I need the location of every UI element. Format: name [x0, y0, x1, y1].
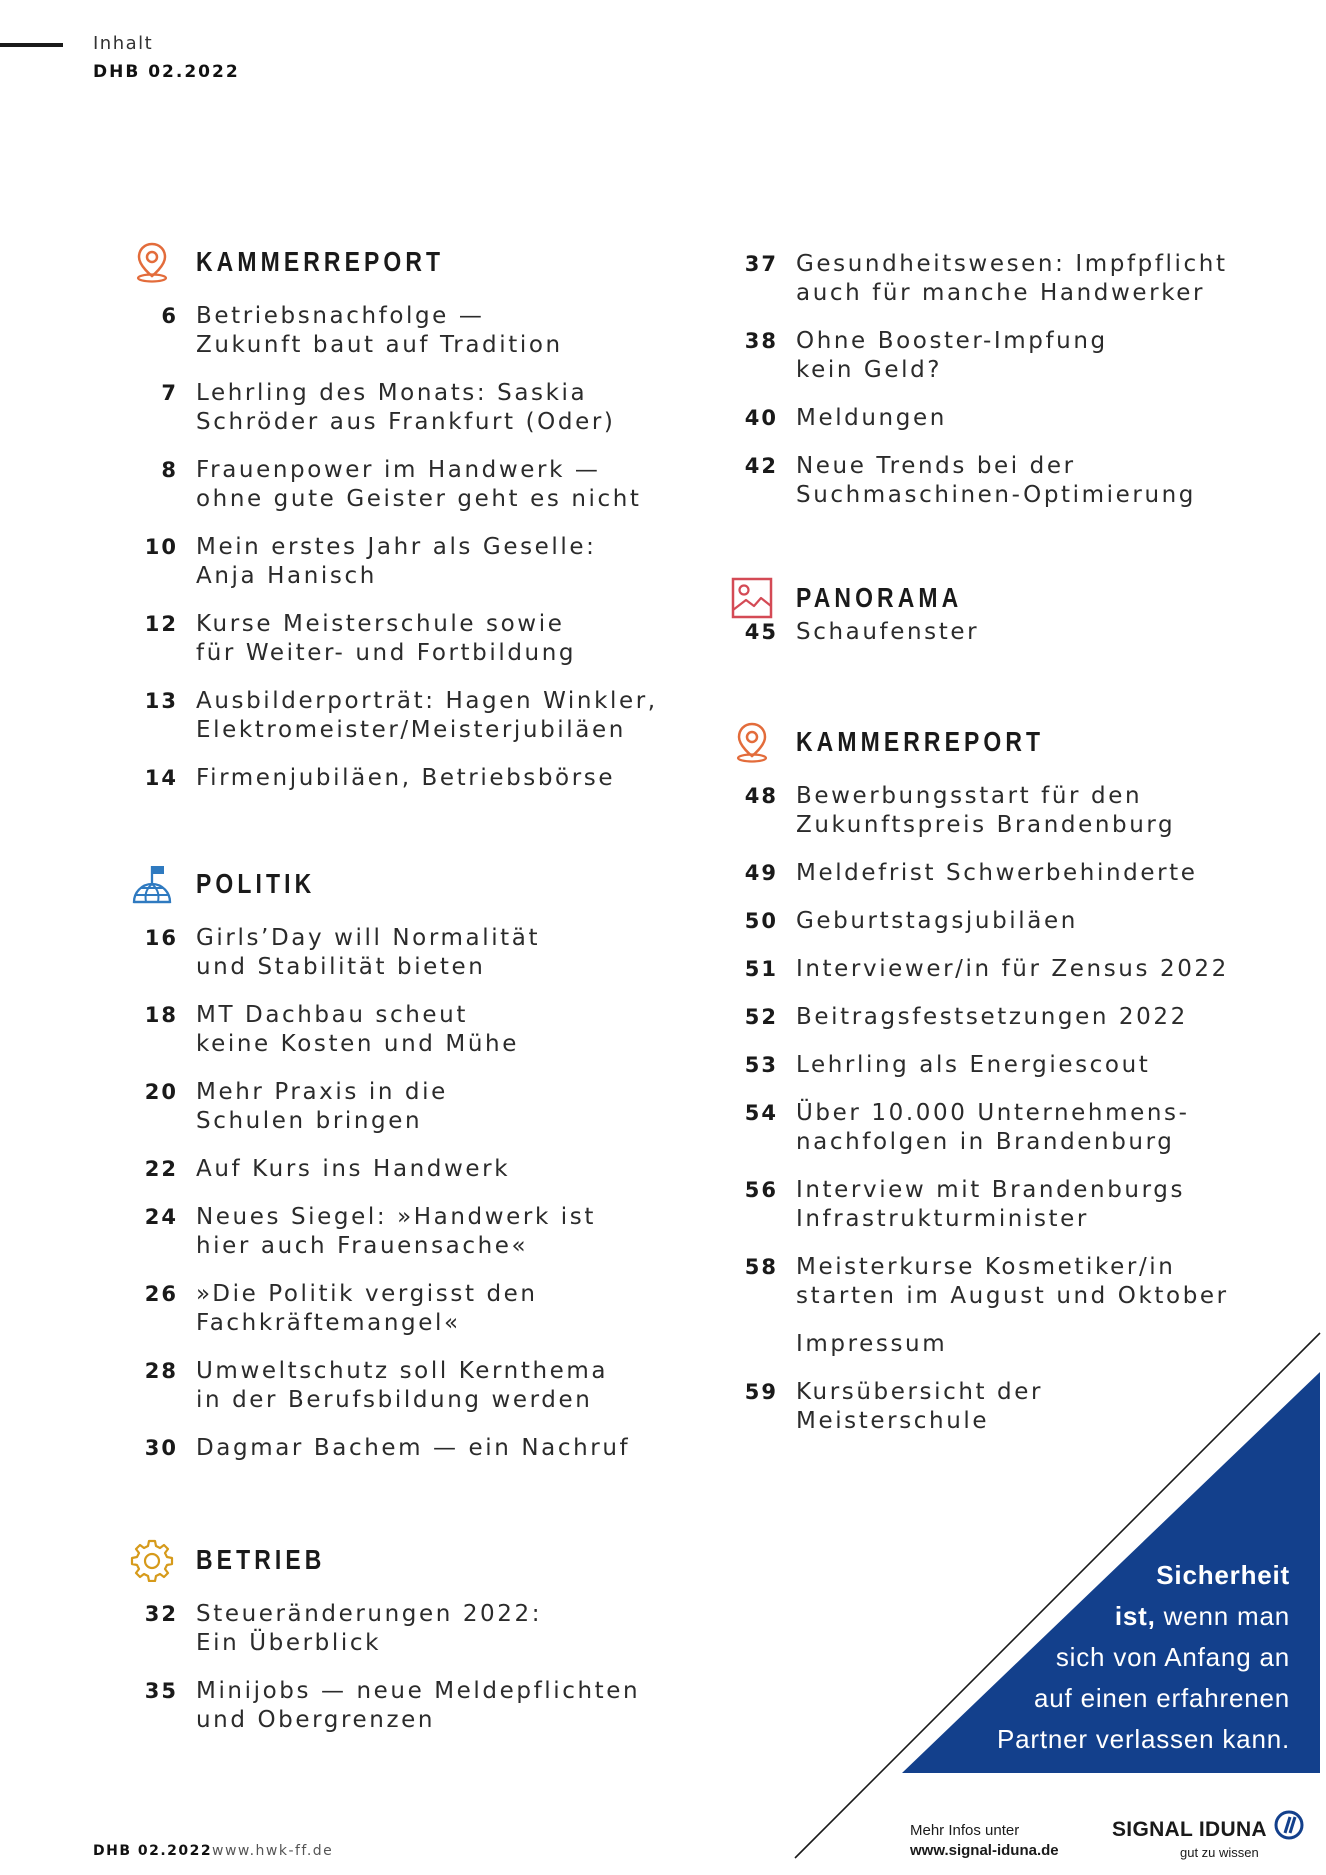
section-title: BETRIEB: [196, 1544, 326, 1575]
page-number: 22: [144, 1157, 178, 1181]
entry-title: Auf Kurs ins Handwerk: [196, 1156, 511, 1182]
brand-name: SIGNAL IDUNA: [1112, 1818, 1267, 1841]
page-number: 13: [144, 689, 178, 713]
entry-title: Firmenjubiläen, Betriebsbörse: [196, 765, 616, 791]
page-number: 10: [144, 535, 178, 559]
entry-title: Meldefrist Schwerbehinderte: [796, 860, 1198, 886]
page-number: 7: [161, 381, 178, 405]
ad-line-3: sich von Anfang an: [1055, 1642, 1290, 1672]
page-number: 6: [161, 304, 178, 328]
entry-title: Ohne Booster-Impfung kein Geld?: [796, 328, 1108, 383]
entry-title: Meldungen: [796, 405, 947, 431]
entry-title: Geburtstagsjubiläen: [796, 908, 1078, 934]
entry-title: Frauenpower im Handwerk — ohne gute Geister geht es nicht: [196, 457, 642, 512]
page-number: 16: [144, 926, 178, 950]
entry-title: Neues Siegel: »Handwerk ist hier auch Frauensache«: [196, 1204, 596, 1259]
page-number: 26: [144, 1282, 178, 1306]
page-number: 8: [161, 458, 178, 482]
entry-title: Neue Trends bei der Suchmaschinen-Optimierung: [796, 453, 1197, 508]
page-number: 42: [744, 454, 778, 478]
page-number: 20: [144, 1080, 178, 1104]
page-number: 18: [144, 1003, 178, 1027]
entry-title: Bewerbungsstart für den Zukunftspreis Brandenburg: [796, 783, 1176, 838]
page-number: 28: [144, 1359, 178, 1383]
entry-title: Gesundheitswesen: Impfpflicht auch für manche Handwerker: [796, 251, 1228, 306]
ad-headline: [960, 1555, 1290, 1760]
entry-title: Kursübersicht der Meisterschule: [796, 1379, 1044, 1434]
page-number: 38: [744, 329, 778, 353]
entry-title: Dagmar Bachem — ein Nachruf: [196, 1435, 631, 1461]
page-number: 59: [744, 1380, 778, 1404]
footer-issue: DHB 02.2022: [93, 1843, 213, 1859]
signal-iduna-logo-icon: [1274, 1810, 1304, 1840]
page-number: 24: [144, 1205, 178, 1229]
entry-title: Steueränderungen 2022: Ein Überblick: [196, 1601, 543, 1656]
ad-line-2: wenn man: [1155, 1601, 1290, 1631]
page-number: 49: [744, 861, 778, 885]
page-number: 58: [744, 1255, 778, 1279]
page-number: 53: [744, 1053, 778, 1077]
footer-url[interactable]: www.hwk-ff.de: [212, 1843, 334, 1859]
page-number: 30: [144, 1436, 178, 1460]
ad-line-4: auf einen erfahrenen: [1034, 1683, 1290, 1713]
page-number: 37: [744, 252, 778, 276]
page-number: 56: [744, 1178, 778, 1202]
section-title: KAMMERREPORT: [196, 246, 445, 277]
ad-line-5: Partner verlassen kann.: [997, 1724, 1290, 1754]
page-number: 32: [144, 1602, 178, 1626]
ad-more-info-label: Mehr Infos unter: [910, 1822, 1020, 1839]
entry-title: Interview mit Brandenburgs Infrastrukturminister: [796, 1177, 1186, 1232]
issue-label: DHB 02.2022: [93, 62, 240, 82]
entry-title: Beitragsfestsetzungen 2022: [796, 1004, 1188, 1030]
page-number: 52: [744, 1005, 778, 1029]
page-number: 40: [744, 406, 778, 430]
page-number: 14: [144, 766, 178, 790]
entry-title: Schaufenster: [796, 619, 980, 645]
ad-line-1: Sicherheit: [1156, 1560, 1290, 1590]
section-title: KAMMERREPORT: [796, 726, 1045, 757]
section-title: PANORAMA: [796, 582, 963, 613]
page-number: 45: [744, 620, 778, 644]
section-label: Inhalt: [93, 33, 154, 54]
page-number: 51: [744, 957, 778, 981]
page-number: 54: [744, 1101, 778, 1125]
page-number: 35: [144, 1679, 178, 1703]
page-number: 48: [744, 784, 778, 808]
entry-title: MT Dachbau scheut keine Kosten und Mühe: [196, 1002, 519, 1057]
brand-claim: gut zu wissen: [1180, 1845, 1259, 1860]
page-number: 12: [144, 612, 178, 636]
ad-more-info-link[interactable]: www.signal-iduna.de: [910, 1842, 1059, 1859]
entry-title: Umweltschutz soll Kernthema in der Berufsbildung werden: [196, 1358, 609, 1413]
entry-title: »Die Politik vergisst den Fachkräftemangel«: [196, 1281, 538, 1336]
ad-line-2-bold: ist,: [1114, 1601, 1156, 1631]
entry-title: Lehrling des Monats: Saskia Schröder aus Frankfurt (Oder): [196, 380, 616, 435]
entry-title: Mein erstes Jahr als Geselle: Anja Hanisch: [196, 534, 597, 589]
page-number: 50: [744, 909, 778, 933]
entry-title: Girls’Day will Normalität und Stabilität bieten: [196, 925, 541, 980]
entry-title: Lehrling als Energiescout: [796, 1052, 1151, 1078]
section-title: POLITIK: [196, 868, 316, 899]
entry-title: Meisterkurse Kosmetiker/in starten im August und Oktober: [796, 1254, 1229, 1309]
entry-title: Betriebsnachfolge — Zukunft baut auf Tradition: [196, 303, 563, 358]
entry-title: Impressum: [796, 1331, 948, 1357]
entry-title: Ausbilderporträt: Hagen Winkler, Elektromeister/Meisterjubiläen: [196, 688, 658, 743]
entry-title: Minijobs — neue Meldepflichten und Obergrenzen: [196, 1678, 641, 1733]
entry-title: Interviewer/in für Zensus 2022: [796, 956, 1229, 982]
entry-title: Kurse Meisterschule sowie für Weiter- und Fortbildung: [196, 611, 577, 666]
entry-title: Mehr Praxis in die Schulen bringen: [196, 1079, 448, 1134]
entry-title: Über 10.000 Unternehmens- nachfolgen in Brandenburg: [796, 1100, 1190, 1155]
